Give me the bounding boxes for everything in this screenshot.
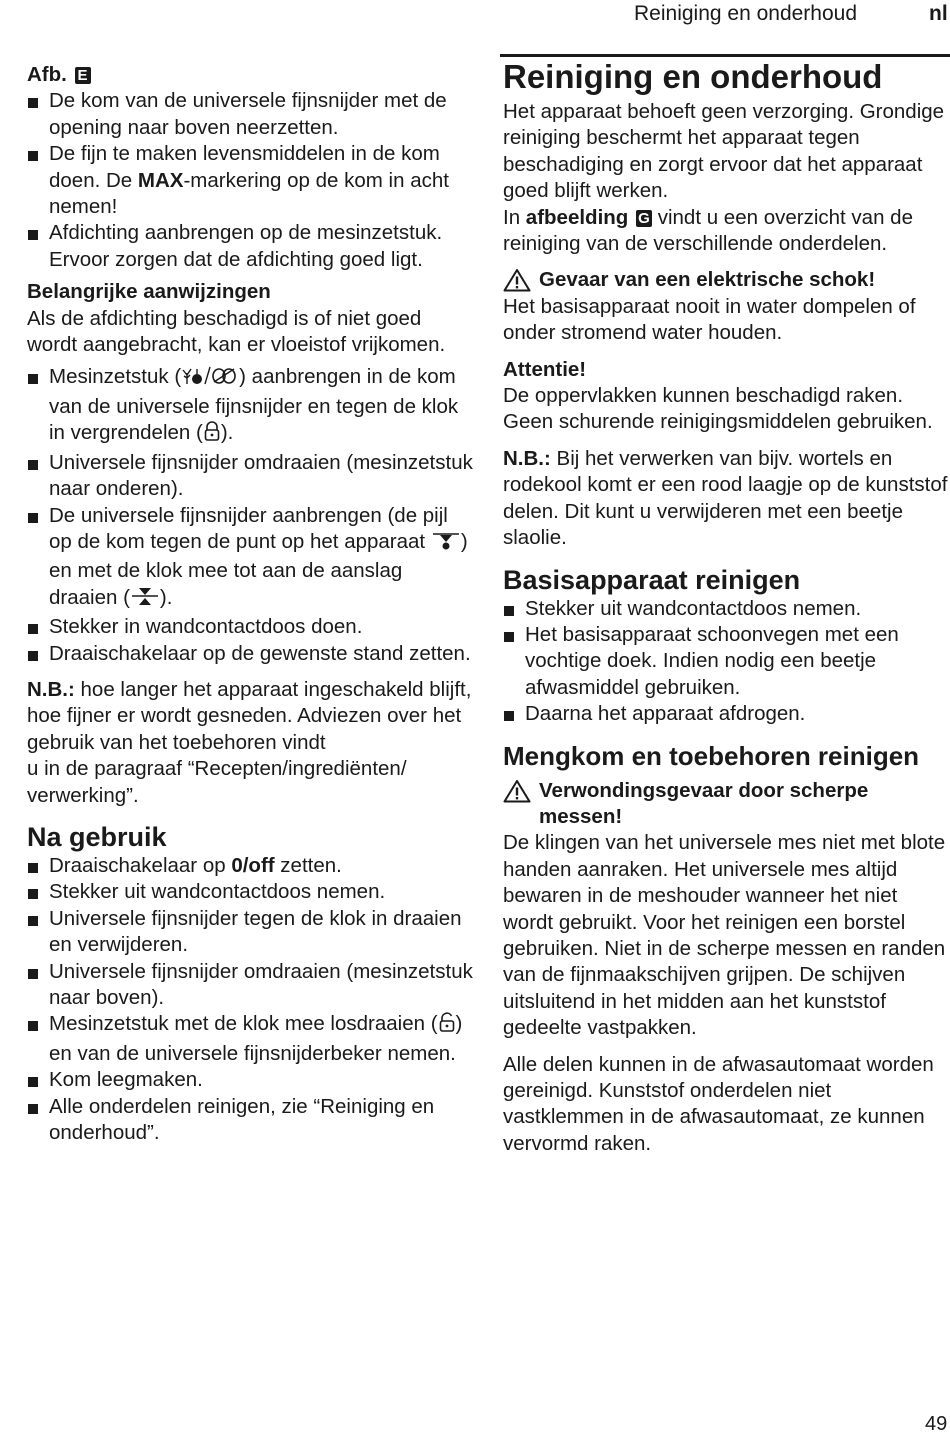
header-section-title: Reiniging en onderhoud <box>634 2 858 25</box>
list-item: De universele fijnsnijder aanbrengen (de pijl op de kom tegen de punt op het apparaat ) en met de klok mee tot aan de aanslag draaien ( ). <box>27 503 475 615</box>
assembly-steps <box>27 88 475 273</box>
list-item: Draaischakelaar op 0/off zetten. <box>27 853 475 879</box>
base-cleaning-steps <box>503 596 950 728</box>
list-item: Universele fijnsnijder omdraaien (mesinzetstuk naar boven). <box>27 959 475 1012</box>
list-item: Stekker uit wandcontactdoos nemen. <box>503 596 950 622</box>
figure-letter-badge: G <box>636 210 652 227</box>
title-rule <box>500 54 950 57</box>
attention-text: De oppervlakken kunnen beschadigd raken. Geen schurende reinigingsmiddelen gebruiken. <box>503 384 933 434</box>
bowl-cleaning-heading: Mengkom en toebehoren reinigen <box>503 740 920 771</box>
alignment-arrow-dot-icon <box>431 529 461 558</box>
important-heading: Belangrijke aanwijzingen <box>27 280 271 304</box>
figure-letter-badge: E <box>75 67 91 84</box>
attention-heading: Attentie! <box>503 357 587 381</box>
warning-triangle-icon <box>503 268 531 292</box>
electric-shock-warning: Gevaar van een elektrische schok! <box>503 267 950 293</box>
mounting-steps <box>27 364 475 666</box>
lock-open-icon <box>438 1011 456 1040</box>
after-use-heading: Na gebruik <box>27 821 167 852</box>
base-cleaning-heading: Basisapparaat reinigen <box>503 564 801 595</box>
dishwasher-text: Alle delen kunnen in de afwasautomaat worden gereinigd. Kunststof onderdelen niet vastklemmen in de afwasautomaat, ze kunnen vervormd raken. <box>503 1052 934 1155</box>
list-item: Universele fijnsnijder tegen de klok in draaien en verwijderen. <box>27 906 475 959</box>
note-paragraph-continued: u in de paragraaf “Recepten/ingrediënten/ verwerking”. <box>27 757 407 807</box>
list-item: De kom van de universele fijnsnijder met de opening naar boven neerzetten. <box>27 88 475 141</box>
list-item: Universele fijnsnijder omdraaien (mesinzetstuk naar onderen). <box>27 450 475 503</box>
list-item: Het basisapparaat schoonvegen met een vochtige doek. Indien nodig een beetje afwasmiddel gebruiken. <box>503 622 950 701</box>
list-item: Stekker uit wandcontactdoos nemen. <box>27 879 475 905</box>
electric-shock-text: Het basisapparaat nooit in water dompelen of onder stromend water houden. <box>503 294 916 345</box>
list-item: Daarna het apparaat afdrogen. <box>503 701 950 727</box>
page-number: 49 <box>925 1413 948 1435</box>
figure-label: Afb. E <box>27 62 475 88</box>
list-item: Alle onderdelen reinigen, zie “Reiniging en onderhoud”. <box>27 1094 475 1147</box>
alignment-arrows-icon <box>130 585 160 614</box>
page-title: Reiniging en onderhoud <box>503 58 883 95</box>
list-item: Afdichting aanbrengen op de mesinzetstuk. Ervoor zorgen dat de afdichting goed ligt. <box>27 220 475 273</box>
left-column <box>27 62 475 1146</box>
warning-triangle-icon <box>503 779 531 803</box>
lock-closed-icon <box>203 420 221 449</box>
list-item: Mesinzetstuk met de klok mee losdraaien ( ) en van de universele fijnsnijderbeker nemen. <box>27 1011 475 1067</box>
figure-reference: In afbeelding G vindt u een overzicht van de reiniging van de verschillende onderdelen. <box>503 205 913 256</box>
sharp-blades-warning: Verwondingsgevaar door scherpe messen! <box>503 778 950 831</box>
important-text: Als de afdichting beschadigd is of niet goed wordt aangebracht, kan er vloeistof vrijkomen. <box>27 306 446 357</box>
note-paragraph: N.B.: hoe langer het apparaat ingeschakeld blijft, hoe fijner er wordt gesneden. Adviezen over het gebruik van het toebehoren vindt <box>27 677 472 754</box>
list-item: Stekker in wandcontactdoos doen. <box>27 614 475 640</box>
list-item: Kom leegmaken. <box>27 1067 475 1093</box>
list-item: Mesinzetstuk ( ) aanbrengen in de kom van de universele fijnsnijder en tegen de klok in vergrendelen ( ). <box>27 364 475 449</box>
header-language: nl <box>929 2 948 25</box>
list-item: De fijn te maken levensmiddelen in de kom doen. De MAX-markering op de kom in acht nemen! <box>27 141 475 220</box>
right-column <box>503 58 950 1157</box>
note-paragraph: N.B.: Bij het verwerken van bijv. wortels en rodekool komt er een rood laagje op de kunststof delen. Dit kunt u verwijderen met een beetje slaolie. <box>503 446 948 550</box>
sharp-blades-text: De klingen van het universele mes niet met blote handen aanraken. Het universele mes altijd bewaren in de meshouder wanneer het niet wordt gebruikt. Voor het reinigen een borstel gebruiken. Niet in de scherpe messen en randen van de fijnmaakschijven grijpen. De schijven uitsluitend in het midden aan het kunststof gedeelte vastpakken. <box>503 831 946 1040</box>
list-item: Draaischakelaar op de gewenste stand zetten. <box>27 641 475 667</box>
after-use-steps <box>27 853 475 1146</box>
intro-text: Het apparaat behoeft geen verzorging. Grondige reiniging beschermt het apparaat tegen beschadiging en zorgt ervoor dat het apparaat goed blijft werken. <box>503 100 945 203</box>
herb-onion-blade-icon <box>181 364 239 393</box>
